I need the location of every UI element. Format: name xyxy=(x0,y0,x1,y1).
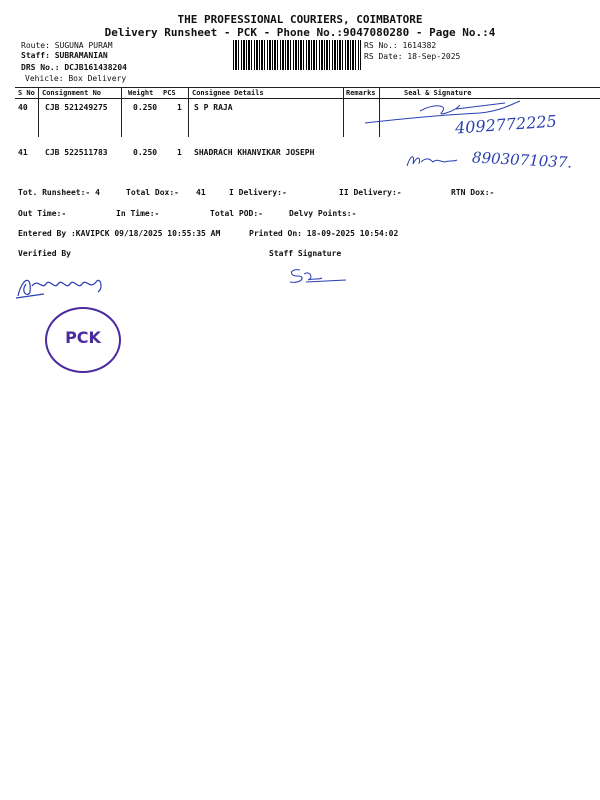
row-consignee: S P RAJA xyxy=(194,103,233,112)
header-sno: S No xyxy=(18,89,35,97)
total-pod: Total POD:- xyxy=(210,209,263,218)
total-dox-label: Total Dox:- xyxy=(126,188,179,197)
printed-on: Printed On: 18-09-2025 10:54:02 xyxy=(249,229,399,238)
header-weight: Weight xyxy=(128,89,154,97)
tot-runsheet: Tot. Runsheet:- 4 xyxy=(18,188,100,197)
signature-scribble-row-41 xyxy=(405,150,465,172)
staff-label: Staff: SUBRAMANIAN xyxy=(21,51,108,60)
runsheet-subtitle: Delivery Runsheet - PCK - Phone No.:9047080280 - Page No.:4 xyxy=(104,26,496,39)
header-consignment: Consignment No xyxy=(42,89,102,97)
col-divider xyxy=(343,87,344,137)
staff-signature-label: Staff Signature xyxy=(269,249,342,258)
col-divider xyxy=(188,87,189,137)
header-remarks: Remarks xyxy=(346,89,376,97)
company-title: THE PROFESSIONAL COURIERS, COIMBATORE xyxy=(177,13,423,26)
delvy-points: Delvy Points:- xyxy=(289,209,357,218)
col-divider xyxy=(121,87,122,137)
staff-signature-scribble xyxy=(286,264,356,288)
entered-by: Entered By :KAVIPCK 09/18/2025 10:55:35 AM xyxy=(18,229,221,238)
vehicle-label: Vehicle: Box Delivery xyxy=(25,74,127,83)
row-weight: 0.250 xyxy=(133,148,158,157)
table-top-border xyxy=(15,87,600,88)
row-sno: 40 xyxy=(18,103,28,112)
row-sno: 41 xyxy=(18,148,28,157)
header-consignee-details: Consignee Details xyxy=(192,89,264,97)
row-handwritten-phone: 8903071037. xyxy=(471,148,573,172)
row-consignment-no: CJB 521249275 xyxy=(45,103,108,112)
signature-scribble-row-40 xyxy=(360,95,560,138)
route-label: Route: SUGUNA PURAM xyxy=(21,41,113,50)
verified-by-signature xyxy=(14,268,124,304)
row-handwritten-phone: 4092772225 xyxy=(454,111,558,138)
out-time: Out Time:- xyxy=(18,209,67,218)
rs-no: RS No.: 1614382 xyxy=(364,41,437,50)
row-weight: 0.250 xyxy=(133,103,158,112)
row-consignment-no: CJB 522511783 xyxy=(45,148,108,157)
i-delivery: I Delivery:- xyxy=(229,188,287,197)
barcode xyxy=(233,40,361,70)
rtn-dox: RTN Dox:- xyxy=(451,188,495,197)
in-time: In Time:- xyxy=(116,209,160,218)
rs-date: RS Date: 18-Sep-2025 xyxy=(364,52,461,61)
col-divider xyxy=(38,87,39,137)
verified-by-label: Verified By xyxy=(18,249,71,258)
pck-stamp-text: PCK xyxy=(65,328,101,347)
header-pcs: PCS xyxy=(163,89,176,97)
ii-delivery: II Delivery:- xyxy=(339,188,402,197)
header-seal-signature: Seal & Signature xyxy=(404,89,472,97)
row-pcs: 1 xyxy=(177,148,182,157)
drs-label: DRS No.: DCJB161438204 xyxy=(21,63,127,72)
row-consignee: SHADRACH KHANVIKAR JOSEPH xyxy=(194,148,315,157)
total-dox-value: 41 xyxy=(196,188,206,197)
row-pcs: 1 xyxy=(177,103,182,112)
